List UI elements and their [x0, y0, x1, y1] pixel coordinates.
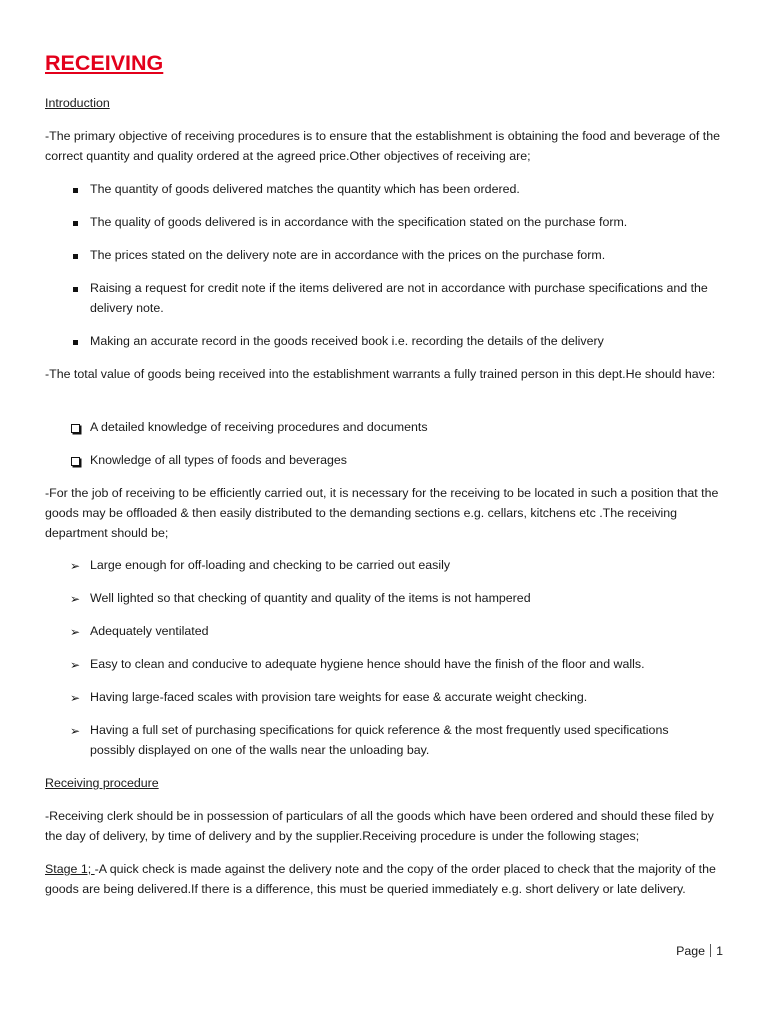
list-item-text: Making an accurate record in the goods received book i.e. recording the details of the delivery — [90, 334, 604, 348]
arrow-bullet-icon: ➢ — [69, 724, 81, 738]
checkbox-bullet-icon — [68, 418, 82, 438]
procedure-paragraph: -Receiving clerk should be in possession of particulars of all the goods which have been ordered and should these filed by the day of delivery, by time of delivery and by the supplier.Receiving procedure is under the following stages; — [45, 809, 714, 843]
square-bullet-icon — [68, 246, 82, 266]
list-item-text: Adequately ventilated — [90, 624, 209, 638]
list-item-text: Well lighted so that checking of quantity and quality of the items is not hampered — [90, 591, 531, 605]
list-item-text: Raising a request for credit note if the items delivered are not in accordance with purchase specifications and the delivery note. — [90, 281, 708, 315]
arrow-bullet-icon: ➢ — [69, 691, 81, 705]
arrow-bullet-icon: ➢ — [69, 559, 81, 573]
stage-1-text: -A quick check is made against the delivery note and the copy of the order placed to check that the majority of the goods are being delivered.If there is a difference, this must be queried immediately e.g. short delivery or late delivery. — [45, 862, 716, 896]
square-bullet-icon — [68, 180, 82, 200]
intro-paragraph: -The primary objective of receiving procedures is to ensure that the establishment is obtaining the food and beverage of the correct quantity and quality ordered at the agreed price.Other objectives of receiving are; — [45, 129, 720, 163]
square-bullet-icon — [68, 279, 82, 299]
arrow-bullet-icon: ➢ — [69, 658, 81, 672]
intro-heading: Introduction — [45, 96, 110, 110]
page-number: 1 — [716, 944, 723, 958]
list-item-text: The prices stated on the delivery note are in accordance with the prices on the purchase form. — [90, 248, 606, 262]
stage-1-paragraph — [45, 860, 725, 900]
location-paragraph: -For the job of receiving to be efficiently carried out, it is necessary for the receiving to be located in such a position that the goods may be offloaded & then easily distributed to the demanding sections e.g. cellars, kitchens etc .The receiving department should be; — [45, 486, 719, 540]
arrow-bullet-icon: ➢ — [69, 592, 81, 606]
page-label: Page — [676, 944, 706, 958]
list-item-text: Large enough for off-loading and checking to be carried out easily — [90, 558, 451, 572]
person-paragraph: -The total value of goods being received into the establishment warrants a fully trained person in this dept.He should have: — [45, 367, 716, 381]
arrow-bullet-icon: ➢ — [69, 625, 81, 639]
stage-1-label: Stage 1; — [45, 862, 95, 876]
checkbox-bullet-icon — [68, 451, 82, 471]
list-item-text: The quality of goods delivered is in accordance with the specification stated on the purchase form. — [90, 215, 628, 229]
list-item-text: Knowledge of all types of foods and beverages — [90, 453, 347, 467]
square-bullet-icon — [68, 213, 82, 233]
list-item-text: Having large-faced scales with provision tare weights for ease & accurate weight checking. — [90, 690, 588, 704]
procedure-heading: Receiving procedure — [45, 776, 159, 790]
page-title: RECEIVING — [45, 51, 164, 75]
footer-divider — [710, 944, 711, 957]
list-item-text: A detailed knowledge of receiving procedures and documents — [90, 420, 428, 434]
square-bullet-icon — [68, 332, 82, 352]
page-footer — [676, 941, 723, 961]
list-item-text: The quantity of goods delivered matches the quantity which has been ordered. — [90, 182, 520, 196]
list-item-text: Easy to clean and conducive to adequate hygiene hence should have the finish of the floor and walls. — [90, 657, 645, 671]
list-item-text: Having a full set of purchasing specifications for quick reference & the most frequently used specifications possibly displayed on one of the walls near the unloading bay. — [90, 723, 669, 757]
